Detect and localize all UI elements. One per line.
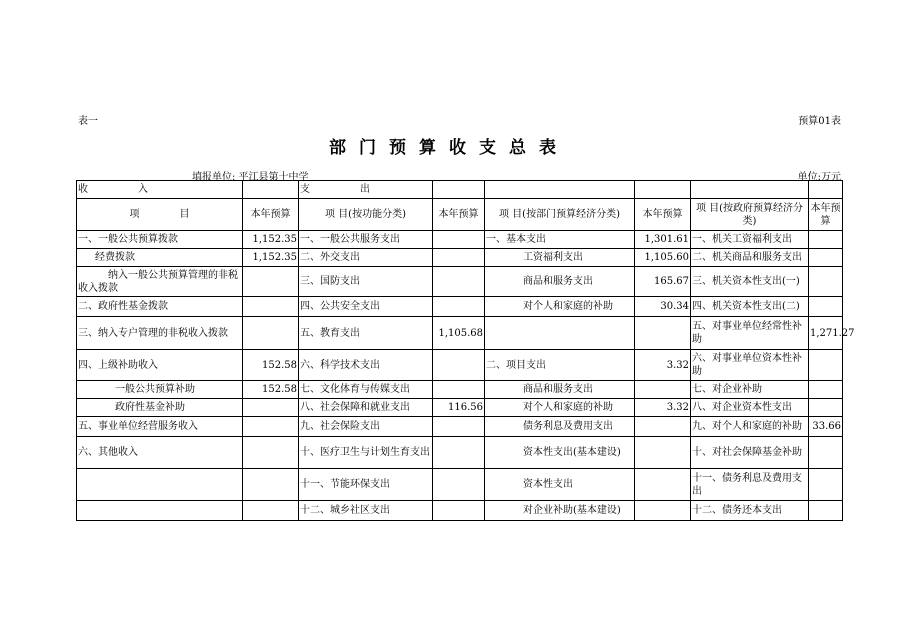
table-row	[77, 501, 843, 521]
dept-item: 对个人和家庭的补助	[485, 297, 635, 317]
func-amount: 116.56	[433, 399, 485, 417]
gov-amount	[809, 249, 843, 267]
func-item-header: 项 目(按功能分类)	[299, 199, 433, 231]
gov-item: 七、对企业补助	[691, 381, 809, 399]
func-item: 五、教育支出	[299, 317, 433, 350]
func-amount	[433, 350, 485, 381]
income-amount	[243, 297, 299, 317]
gov-amount	[809, 350, 843, 381]
func-amount	[433, 437, 485, 469]
gov-item: 十、对社会保障基金补助	[691, 437, 809, 469]
gov-amount: 33.66	[809, 417, 843, 437]
dept-item: 一、基本支出	[485, 231, 635, 249]
table-row	[77, 297, 843, 317]
budget-summary-table	[76, 180, 855, 521]
table-row	[77, 381, 843, 399]
gov-amount	[809, 267, 843, 297]
func-amount	[433, 231, 485, 249]
income-amount: 152.58	[243, 350, 299, 381]
func-amount	[433, 267, 485, 297]
dept-amount: 1,301.61	[635, 231, 691, 249]
table-row	[77, 399, 843, 417]
func-item: 三、国防支出	[299, 267, 433, 297]
dept-item: 工资福利支出	[485, 249, 635, 267]
gov-item: 十二、债务还本支出	[691, 501, 809, 521]
table-row	[77, 267, 843, 297]
income-item: 纳入一般公共预算管理的非税收入拨款	[77, 267, 243, 297]
form-code: 预算01表	[798, 116, 841, 127]
gov-item: 一、机关工资福利支出	[691, 231, 809, 249]
income-item: 二、政府性基金拨款	[77, 297, 243, 317]
gov-amount	[809, 231, 843, 249]
dept-item: 二、项目支出	[485, 350, 635, 381]
func-item: 四、公共安全支出	[299, 297, 433, 317]
expense-group-header: 支 出	[299, 181, 433, 199]
func-amount	[433, 381, 485, 399]
table-row	[77, 350, 843, 381]
dept-item: 债务利息及费用支出	[485, 417, 635, 437]
gov-amount	[809, 437, 843, 469]
income-item: 一、一般公共预算拨款	[77, 231, 243, 249]
dept-amount: 3.32	[635, 399, 691, 417]
column-header-row	[77, 199, 843, 231]
gov-item: 八、对企业资本性支出	[691, 399, 809, 417]
func-item: 一、一般公共服务支出	[299, 231, 433, 249]
func-amount	[433, 501, 485, 521]
gov-item-header: 项 目(按政府预算经济分类)	[691, 199, 809, 231]
gov-amount	[809, 297, 843, 317]
gov-item: 五、对事业单位经常性补助	[691, 317, 809, 350]
func-item: 六、科学技术支出	[299, 350, 433, 381]
func-item: 十、医疗卫生与计划生育支出	[299, 437, 433, 469]
gov-amount	[809, 399, 843, 417]
dept-amount: 30.34	[635, 297, 691, 317]
dept-item: 资本性支出	[485, 469, 635, 501]
dept-amount	[635, 437, 691, 469]
func-amount: 1,105.68	[433, 317, 485, 350]
gov-amount	[809, 381, 843, 399]
gov-amount: 1,271.27	[809, 317, 843, 350]
income-item: 经费拨款	[77, 249, 243, 267]
income-amount	[243, 417, 299, 437]
dept-amount: 3.32	[635, 350, 691, 381]
income-amount	[243, 267, 299, 297]
income-amount	[243, 399, 299, 417]
gov-item: 九、对个人和家庭的补助	[691, 417, 809, 437]
func-amount	[433, 417, 485, 437]
func-item: 七、文化体育与传媒支出	[299, 381, 433, 399]
income-item: 五、事业单位经营服务收入	[77, 417, 243, 437]
gov-item: 二、机关商品和服务支出	[691, 249, 809, 267]
gov-amount	[809, 501, 843, 521]
dept-amount: 1,105.60	[635, 249, 691, 267]
income-amount	[243, 469, 299, 501]
income-budget-header: 本年预算	[243, 199, 299, 231]
dept-item	[485, 317, 635, 350]
income-amount: 1,152.35	[243, 249, 299, 267]
func-amount	[433, 249, 485, 267]
gov-item: 三、机关资本性支出(一)	[691, 267, 809, 297]
dept-amount	[635, 417, 691, 437]
gov-budget-header: 本年预算	[809, 199, 843, 231]
dept-amount	[635, 381, 691, 399]
money-unit-label: 单位:万元	[797, 172, 841, 183]
income-item: 六、其他收入	[77, 437, 243, 469]
dept-amount	[635, 469, 691, 501]
gov-amount	[809, 469, 843, 501]
gov-item: 十一、债务利息及费用支出	[691, 469, 809, 501]
dept-item: 商品和服务支出	[485, 381, 635, 399]
income-item: 一般公共预算补助	[77, 381, 243, 399]
income-amount	[243, 317, 299, 350]
sheet-label: 表一	[78, 116, 98, 127]
dept-amount	[635, 501, 691, 521]
table-row	[77, 231, 843, 249]
func-amount	[433, 297, 485, 317]
income-item-header: 项 目	[77, 199, 243, 231]
func-item: 十二、城乡社区支出	[299, 501, 433, 521]
income-amount	[243, 437, 299, 469]
dept-item: 资本性支出(基本建设)	[485, 437, 635, 469]
income-amount	[243, 501, 299, 521]
income-item	[77, 501, 243, 521]
gov-item: 四、机关资本性支出(二)	[691, 297, 809, 317]
table-row	[77, 417, 843, 437]
table-row	[77, 469, 843, 501]
income-item	[77, 469, 243, 501]
func-amount	[433, 469, 485, 501]
dept-item-header: 项 目(按部门预算经济分类)	[485, 199, 635, 231]
table-row	[77, 437, 843, 469]
gov-item: 六、对事业单位资本性补助	[691, 350, 809, 381]
dept-amount: 165.67	[635, 267, 691, 297]
func-item: 八、社会保障和就业支出	[299, 399, 433, 417]
income-item: 三、纳入专户管理的非税收入拨款	[77, 317, 243, 350]
table-row	[77, 317, 843, 350]
page-title: 部门预算收支总表	[329, 138, 569, 158]
dept-item: 对企业补助(基本建设)	[485, 501, 635, 521]
income-group-header: 收 入	[77, 181, 243, 199]
func-item: 二、外交支出	[299, 249, 433, 267]
dept-item: 对个人和家庭的补助	[485, 399, 635, 417]
func-budget-header: 本年预算	[433, 199, 485, 231]
dept-item: 商品和服务支出	[485, 267, 635, 297]
income-item: 政府性基金补助	[77, 399, 243, 417]
table-row	[77, 249, 843, 267]
func-item: 九、社会保险支出	[299, 417, 433, 437]
func-item: 十一、节能环保支出	[299, 469, 433, 501]
income-amount: 152.58	[243, 381, 299, 399]
group-header-row	[77, 181, 843, 199]
income-item: 四、上级补助收入	[77, 350, 243, 381]
dept-budget-header: 本年预算	[635, 199, 691, 231]
dept-amount	[635, 317, 691, 350]
fill-unit-label: 填报单位: 平江县第十中学	[192, 172, 309, 183]
income-amount: 1,152.35	[243, 231, 299, 249]
